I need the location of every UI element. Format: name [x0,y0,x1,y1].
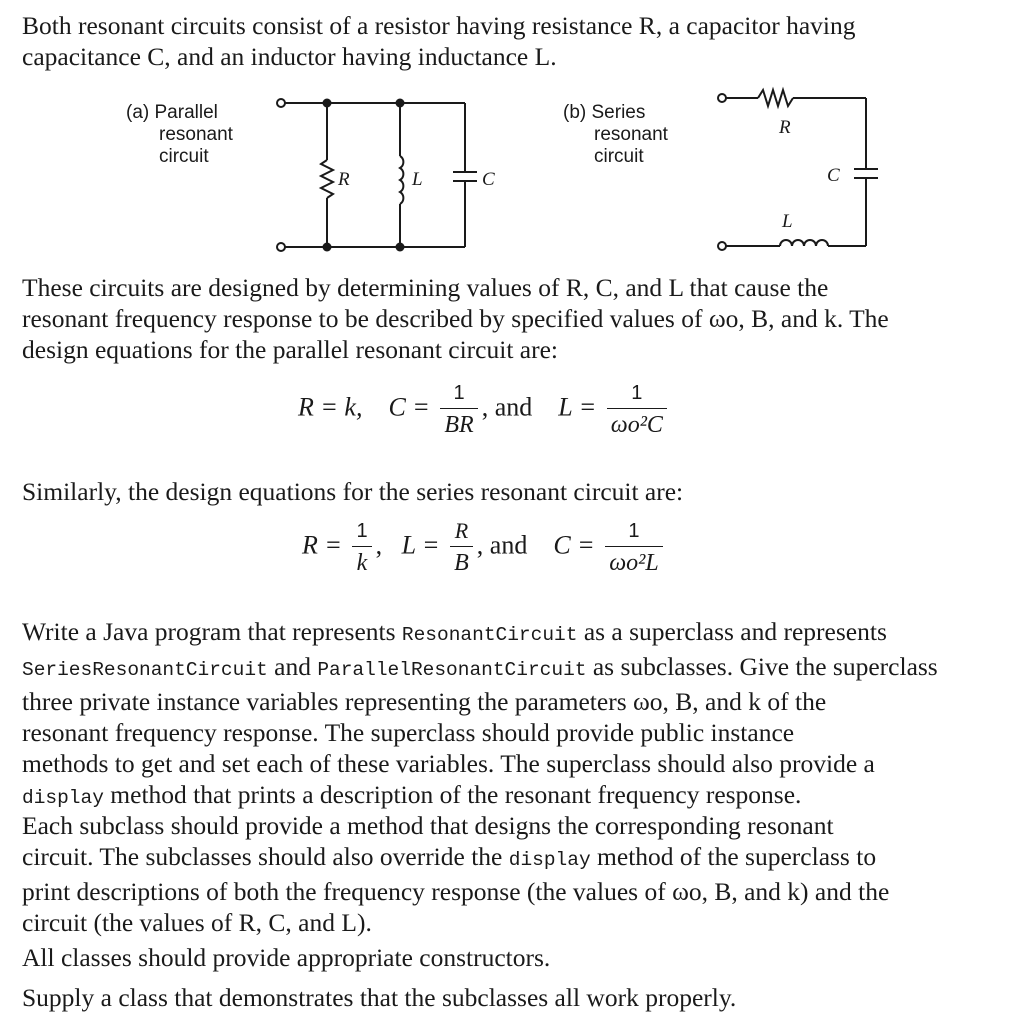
task-text: resonant frequency response. The superclass should provide public instance [22,718,795,747]
subclass-text: circuit. The subclasses should also override the [22,842,509,871]
supply-paragraph: Supply a class that demonstrates that the subclasses all work properly. [22,983,737,1012]
series-l-symbol: L [782,211,793,232]
subclass-text: circuit (the values of R, C, and L). [22,908,372,937]
series-design-equations: R = $\frac{1}{k}$ , L = $\frac{R}{B}$ , and C = $\frac{1}{\text{ωo²L}}$ [302,516,667,579]
task-text: as subclasses. Give the superclass [586,652,938,681]
eq-series-r-denominator: k [356,550,368,576]
eq-c-lhs: C = [388,392,430,422]
eq-series-c-denominator: ωo²L [609,550,659,576]
eq-series-l-fraction [450,516,473,579]
parallel-c-symbol: C [482,169,495,190]
eq-l-numerator: 1 [607,378,667,409]
parallel-circuit-diagram [270,90,500,260]
eq-l-fraction [607,378,667,441]
design-line-3: design equations for the parallel resonant circuit are: [22,335,558,364]
eq-c-numerator: 1 [440,378,477,409]
eq-series-r-fraction [352,516,371,579]
eq-series-c-lhs: C = [553,530,595,560]
eq-series-and: , and [476,530,528,560]
eq-series-l-lhs: L = [401,530,440,560]
eq-series-c-fraction [605,516,663,579]
parallel-label-line-2: resonant [159,124,233,145]
task-paragraph [22,616,1007,814]
subclass-paragraph [22,810,1007,938]
task-text: method that prints a description of the resonant frequency response. [103,780,802,809]
eq-l-lhs: L = [558,392,597,422]
design-line-1: These circuits are designed by determining values of R, C, and L that cause the [22,273,829,302]
code-display: display [22,787,104,809]
series-label-line-3: circuit [594,146,644,167]
parallel-l-symbol: L [412,169,423,190]
series-circuit-label [563,102,668,168]
parallel-r-symbol: R [338,169,350,190]
eq-series-l-numerator: R [450,516,473,547]
eq-and: , and [481,392,533,422]
parallel-label-line-1: (a) Parallel [126,102,218,123]
intro-line-2: capacitance C, and an inductor having inductance L. [22,42,557,71]
task-text: Write a Java program that represents [22,617,402,646]
parallel-circuit-label [126,102,233,168]
parallel-label-line-3: circuit [159,146,209,167]
task-text: as a superclass and represents [577,617,887,646]
subclass-text: Each subclass should provide a method that designs the corresponding resonant [22,811,834,840]
eq-series-r-lhs: R = [302,530,342,560]
eq-l-denominator: ωo²C [610,412,663,438]
eq-series-c-numerator: 1 [605,516,663,547]
subclass-text: print descriptions of both the frequency response (the values of ωo, B, and k) and the [22,877,890,906]
design-line-2: resonant frequency response to be described by specified values of ωo, B, and k. The [22,304,889,333]
intro-paragraph [22,10,1007,72]
similarly-paragraph: Similarly, the design equations for the series resonant circuit are: [22,477,684,506]
task-text: methods to get and set each of these variables. The superclass should also provide a [22,749,875,778]
parallel-design-equations [298,378,671,441]
series-circuit-diagram [710,85,890,260]
code-series-resonant-circuit: SeriesResonantCircuit [22,659,268,681]
code-parallel-resonant-circuit: ParallelResonantCircuit [317,659,587,681]
subclass-text: method of the superclass to [590,842,877,871]
series-r-symbol: R [779,117,791,138]
task-text: and [267,652,318,681]
eq-c-fraction [440,378,477,441]
code-resonant-circuit: ResonantCircuit [401,624,578,646]
code-display-override: display [508,849,591,871]
eq-c-denominator: BR [444,412,474,438]
intro-line-1: Both resonant circuits consist of a resistor having resistance R, a capacitor having [22,11,856,40]
series-label-line-1: (b) Series [563,102,646,123]
task-text: three private instance variables representing the parameters ωo, B, and k of the [22,687,827,716]
eq-series-r-numerator: 1 [352,516,371,547]
series-label-line-2: resonant [594,124,668,145]
design-paragraph [22,272,1007,365]
eq-series-l-denominator: B [454,550,469,576]
eq-r-equals-k: R = k, [298,392,363,422]
constructors-paragraph: All classes should provide appropriate constructors. [22,943,551,972]
series-c-symbol: C [827,165,840,186]
